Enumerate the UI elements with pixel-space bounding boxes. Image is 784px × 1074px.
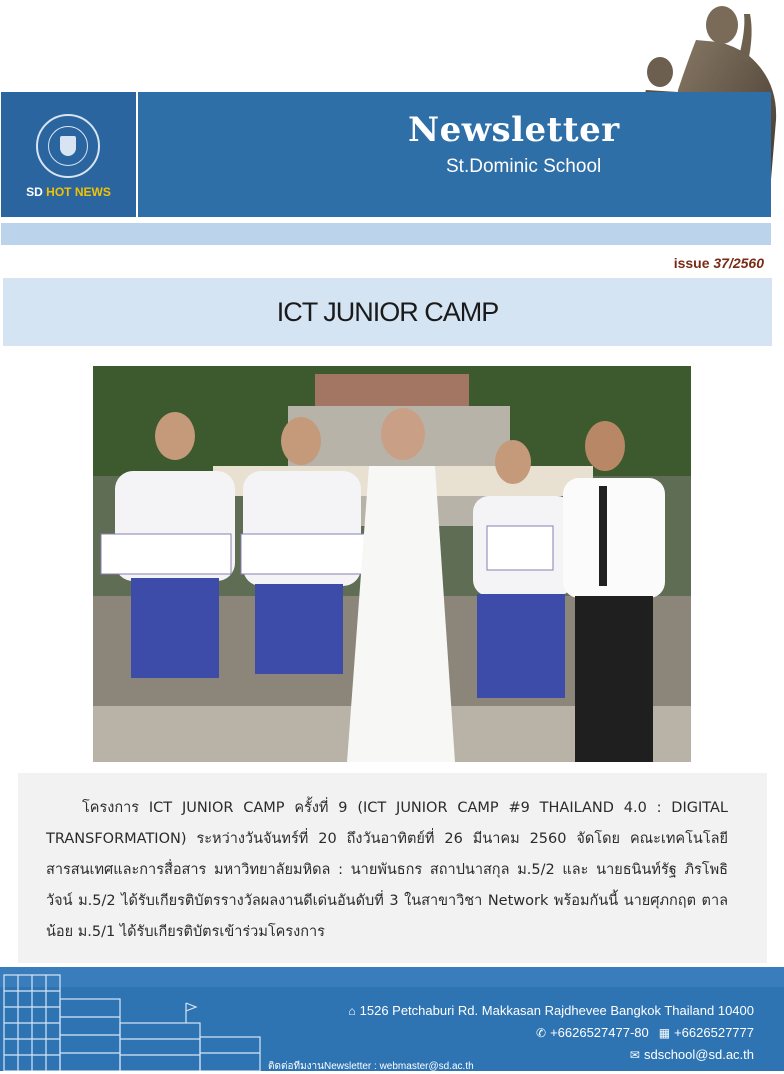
newsletter-title: Newsletter: [408, 110, 620, 150]
article-body-panel: [18, 773, 767, 963]
school-logo-panel: [1, 92, 138, 217]
issue-label: issue: [673, 255, 710, 271]
issue-value: 37/2560: [713, 255, 764, 271]
award-group-photo: [93, 366, 691, 762]
badge-suffix: HOT NEWS: [46, 185, 111, 199]
issue-number: [674, 255, 764, 271]
badge-prefix: SD: [26, 185, 43, 199]
footer-email: ✉ sdschool@sd.ac.th: [629, 1047, 754, 1062]
article-title-band: [3, 278, 772, 346]
footer-contact: ติดต่อทีมงานNewsletter : webmaster@sd.ac.th: [268, 1061, 474, 1072]
school-building-illustration: [0, 967, 270, 1071]
header-sub-bar: [1, 223, 771, 245]
home-icon: ⌂: [348, 1004, 356, 1018]
mail-icon: ✉: [629, 1048, 640, 1062]
footer-fax: +6626527777: [674, 1025, 754, 1040]
hot-news-badge: [1, 185, 136, 199]
article-body: โครงการ ICT JUNIOR CAMP ครั้งที่ 9 (ICT JUNIOR CAMP #9 THAILAND 4.0 : DIGITAL TRANSFORMATION) ระหว่างวันจันทร์ที่ 20 ถึงวันอาทิตย์ที่ 26 มีนาคม 2560 จัดโดย คณะเทคโนโลยีสารสนเทศและการสื่อสาร มหาวิทยาลัยมหิดล : นายพันธกร สถาปนาสกุล ม.5/2 และ นายธนินท์รัฐ ภิรโพธิวัจน์ ม.5/2 ได้รับเกียรติบัตรรางวัลผลงานดีเด่นอันดับที่ 3 ในสาขาวิชา Network พร้อมกันนี้ นายศุภกฤต ตาลน้อย ม.5/1 ได้รับเกียรติบัตรเข้าร่วมโครงการ: [46, 800, 728, 940]
school-seal-icon: [36, 114, 100, 178]
fax-icon: ▦: [658, 1026, 671, 1040]
footer-phones: [536, 1025, 754, 1040]
newsletter-subtitle: St.Dominic School: [446, 156, 602, 177]
footer-phone: +6626527477-80: [550, 1025, 649, 1040]
article-title: ICT JUNIOR CAMP: [276, 297, 499, 327]
footer-address: ⌂ 1526 Petchaburi Rd. Makkasan Rajdhevee Bangkok Thailand 10400: [348, 1003, 754, 1018]
phone-icon: ✆: [536, 1026, 547, 1040]
footer: [0, 967, 784, 1071]
